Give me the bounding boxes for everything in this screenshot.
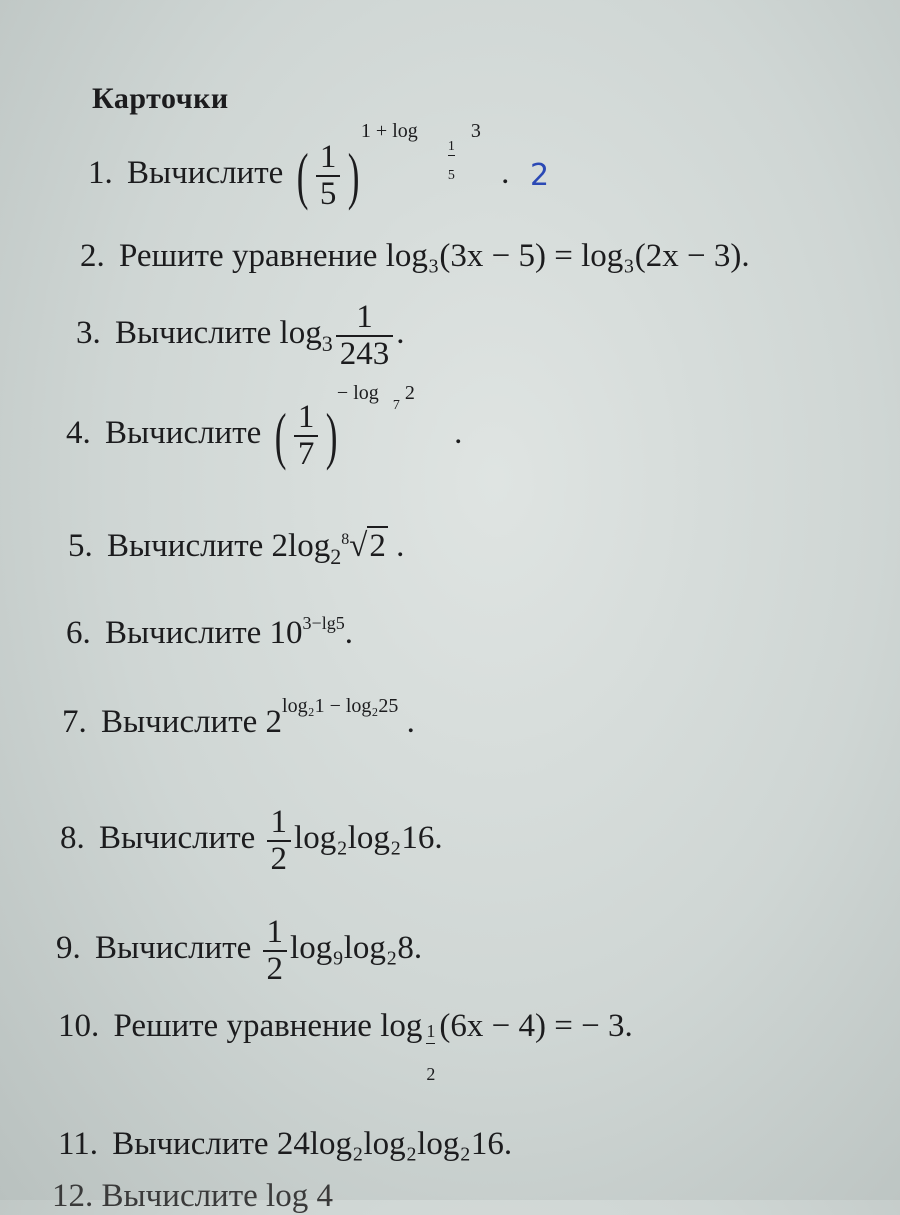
- problem-number: 4.: [66, 415, 91, 452]
- fraction-denominator: 7: [297, 435, 315, 472]
- log-base: 2: [330, 544, 342, 569]
- fraction-numerator: 1: [263, 915, 288, 952]
- right-paren: ): [326, 399, 338, 471]
- problem-4: [66, 382, 463, 472]
- log-base-fraction: [426, 1021, 435, 1085]
- log-symbol: log: [279, 315, 322, 352]
- fraction-numerator: 1: [316, 140, 341, 177]
- problem-10: [58, 1010, 633, 1086]
- log-expression: 2log: [271, 528, 331, 564]
- problem-verb: Вычислите: [105, 415, 262, 452]
- problem-number: 3.: [76, 315, 101, 352]
- problem-end: .: [344, 615, 353, 651]
- problem-11: [58, 1128, 512, 1161]
- fraction-denominator: 2: [266, 950, 284, 987]
- problem-verb: Вычислите: [105, 615, 262, 651]
- radical-sign: √: [349, 528, 368, 564]
- problem-end: .: [396, 528, 405, 564]
- log-expression: 24log₂log₂log₂16.: [276, 1126, 513, 1162]
- fraction-denominator: 5: [319, 175, 337, 212]
- fraction-numerator: 1: [294, 400, 319, 437]
- exponent-text: − log: [336, 382, 379, 405]
- left-paren: (: [274, 399, 287, 471]
- exponent: 3−lg5: [302, 613, 345, 633]
- problem-end: .: [406, 704, 415, 740]
- problem-number: 11.: [58, 1126, 99, 1162]
- problem-number: 5.: [68, 528, 93, 564]
- problem-6: [66, 614, 353, 650]
- power-base: 2: [265, 704, 283, 740]
- problem-1: [88, 120, 510, 212]
- problem-number: 10.: [58, 1008, 100, 1044]
- problem-end: .: [501, 155, 510, 192]
- log-base: 3: [321, 331, 333, 357]
- problem-number: 1.: [88, 155, 113, 192]
- fraction-denominator: 243: [339, 335, 390, 372]
- log-argument: (6x − 4) = − 3.: [439, 1008, 633, 1044]
- fraction-denominator: 2: [270, 840, 288, 877]
- handwritten-answer: 2: [530, 158, 550, 193]
- exponent-text: 1 + log: [360, 120, 418, 143]
- problem-number: 9.: [56, 930, 81, 967]
- base-fraction: [316, 140, 341, 211]
- problem-3: [76, 300, 404, 371]
- problem-text: Решите уравнение log₃(3x − 5) = log₃(2x − 3).: [119, 238, 750, 274]
- exponent-base-fraction: 1 5: [447, 139, 455, 183]
- problem-verb: Вычислите: [99, 820, 256, 857]
- root-index: 8: [341, 531, 350, 548]
- problem-verb: Вычислите: [115, 315, 272, 352]
- problem-verb: Вычислите: [95, 930, 252, 967]
- problem-number: 7.: [62, 704, 87, 740]
- log-symbol: log: [380, 1008, 423, 1044]
- page-title: Карточки: [92, 82, 229, 115]
- left-paren: (: [296, 139, 309, 211]
- fraction-numerator: 1: [267, 805, 292, 842]
- problem-5: [68, 530, 404, 568]
- problem-9: [56, 915, 422, 986]
- problem-end: .: [454, 415, 463, 452]
- fraction-numerator: 1: [426, 1021, 435, 1044]
- power-base: 10: [269, 615, 303, 651]
- exponent-log-base: 7: [392, 398, 400, 414]
- problem-7: [62, 696, 415, 739]
- problem-verb: Вычислите: [127, 155, 284, 192]
- exponent: log₂1 − log₂25: [282, 695, 399, 717]
- problem-2: [80, 240, 750, 273]
- right-paren: ): [348, 139, 360, 211]
- coefficient-fraction: [267, 805, 292, 876]
- problem-verb: Вычислите: [112, 1126, 269, 1162]
- problem-number: 6.: [66, 615, 91, 651]
- log-expression: log₉log₂8.: [290, 930, 423, 967]
- radicand: 2: [369, 528, 386, 564]
- problem-number: 8.: [60, 820, 85, 857]
- argument-fraction: [336, 300, 394, 371]
- exponent-argument: 3: [470, 120, 481, 143]
- fraction-numerator: 1: [336, 300, 394, 337]
- base-fraction: [294, 400, 319, 471]
- coefficient-fraction: [263, 915, 288, 986]
- exponent: [360, 120, 493, 183]
- problem-verb: Вычислите: [101, 704, 258, 740]
- problem-verb: Вычислите: [107, 528, 264, 564]
- problem-12-cut-off: 12. Вычислите log 4: [52, 1178, 333, 1214]
- fraction-denominator: 2: [426, 1064, 436, 1084]
- log-expression: log₂log₂16.: [294, 820, 443, 857]
- problem-number: 2.: [80, 238, 105, 274]
- problem-verb: Решите уравнение: [113, 1008, 372, 1044]
- exponent: [336, 382, 446, 443]
- problem-8: [60, 805, 443, 876]
- exponent-argument: 2: [404, 382, 415, 405]
- problem-end: .: [396, 315, 405, 352]
